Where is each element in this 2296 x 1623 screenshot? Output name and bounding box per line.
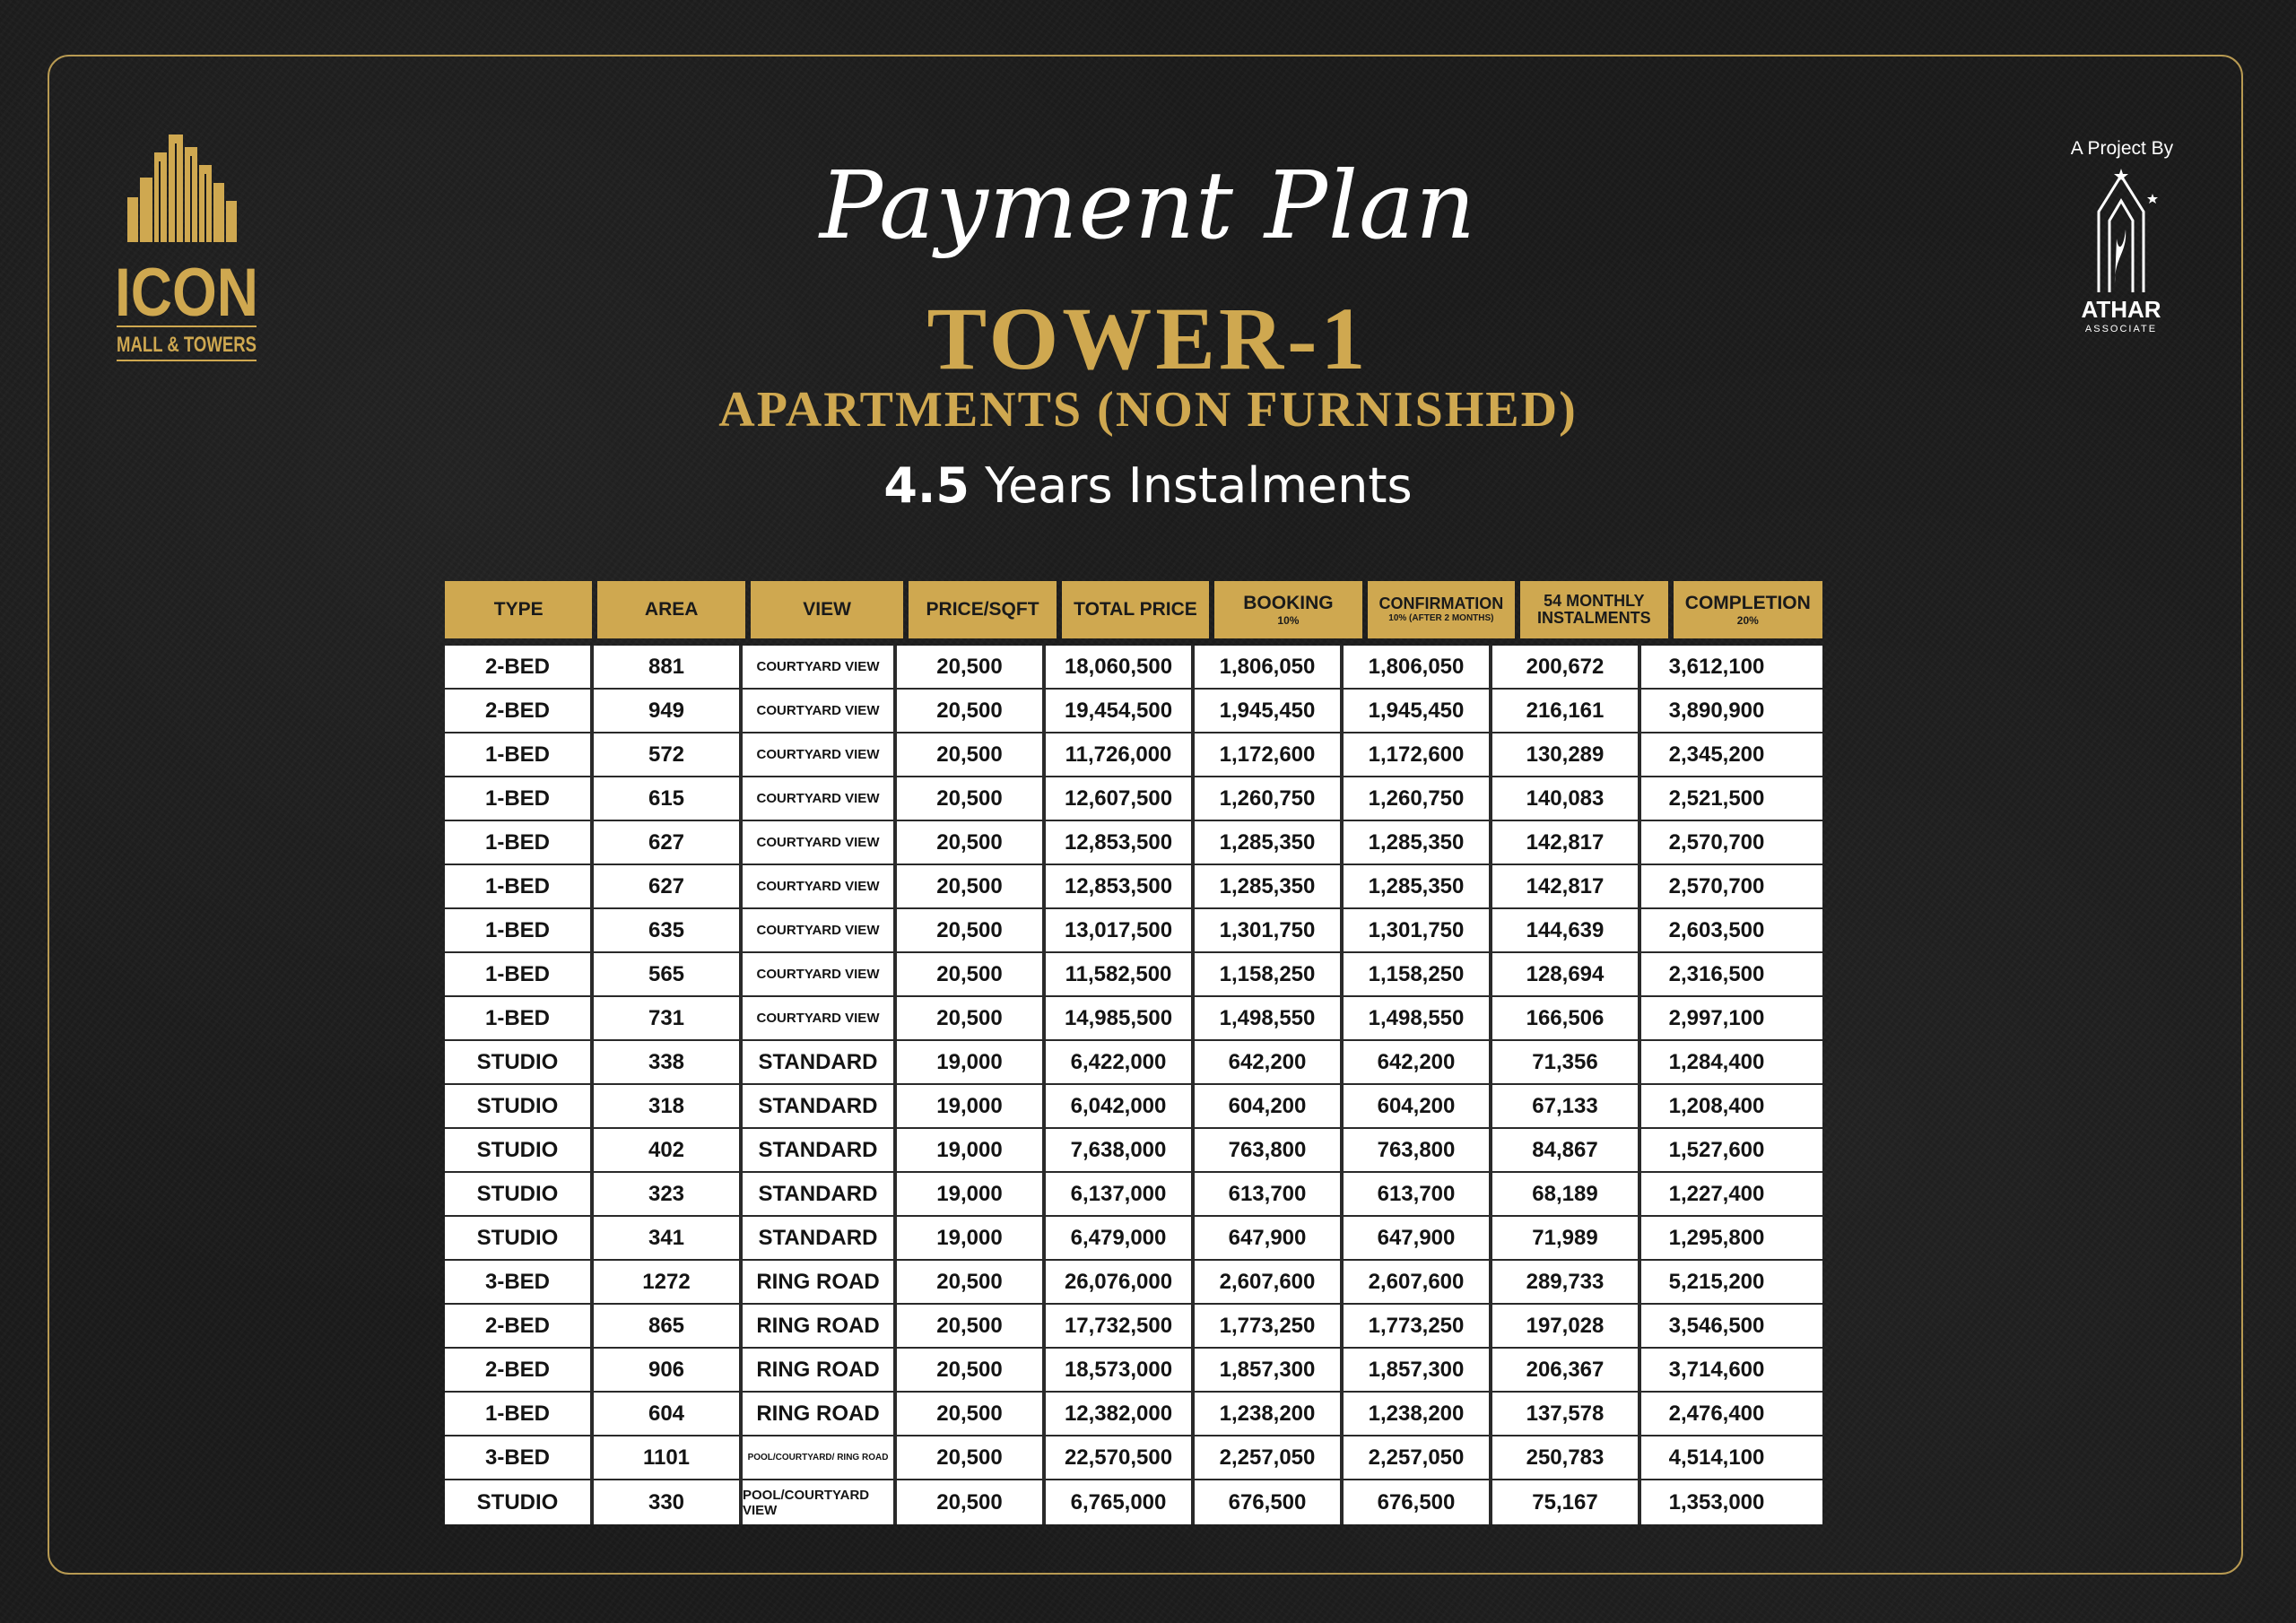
- table-header: [445, 581, 1822, 638]
- table-cell: 144,639: [1492, 909, 1641, 951]
- table-cell: 67,133: [1492, 1085, 1641, 1127]
- table-cell: 1,857,300: [1344, 1349, 1492, 1391]
- table-cell: 1,285,350: [1344, 821, 1492, 864]
- table-cell: 865: [594, 1305, 743, 1347]
- table-cell: 2,345,200: [1668, 742, 1765, 767]
- table-cell: 289,733: [1492, 1261, 1641, 1303]
- table-cell: 20,500: [897, 690, 1046, 732]
- table-cell: 19,454,500: [1046, 690, 1195, 732]
- table-cell: 2,476,400: [1668, 1401, 1765, 1426]
- table-cell: STANDARD: [743, 1085, 897, 1127]
- years-text: Years Instalments: [969, 457, 1413, 514]
- table-cell: POOL/COURTYARD/ RING ROAD: [743, 1436, 897, 1479]
- tower-title: TOWER-1: [926, 289, 1370, 388]
- table-cell: 615: [594, 777, 743, 820]
- table-cell: 2,997,100: [1668, 1005, 1765, 1030]
- table-cell: 604: [594, 1393, 743, 1435]
- table-cell: STANDARD: [743, 1173, 897, 1215]
- table-cell: 906: [594, 1349, 743, 1391]
- column-header: [1214, 581, 1361, 638]
- table-cell: 14,985,500: [1046, 997, 1195, 1039]
- table-cell: 1-BED: [445, 909, 594, 951]
- athar-sub: ASSOCIATE: [2084, 324, 2158, 334]
- column-header-label: VIEW: [803, 598, 851, 620]
- table-cell: 6,137,000: [1046, 1173, 1195, 1215]
- table-cell: 20,500: [897, 997, 1046, 1039]
- table-cell: 1,284,400: [1668, 1049, 1765, 1074]
- table-cell: 1,285,350: [1195, 821, 1344, 864]
- table-cell: 2,607,600: [1195, 1261, 1344, 1303]
- table-cell: 1,172,600: [1344, 733, 1492, 776]
- project-by-label: A Project By: [2070, 138, 2174, 159]
- table-cell: 2,570,700: [1668, 873, 1765, 898]
- table-cell: 3,546,500: [1668, 1313, 1765, 1338]
- table-cell: 1-BED: [445, 997, 594, 1039]
- apartments-subtitle: APARTMENTS (NON FURNISHED): [718, 382, 1578, 438]
- table-cell: 1,238,200: [1344, 1393, 1492, 1435]
- table-row: [445, 733, 1822, 777]
- table-cell: 20,500: [897, 1393, 1046, 1435]
- table-row: [445, 821, 1822, 865]
- table-cell: 11,726,000: [1046, 733, 1195, 776]
- table-cell: 7,638,000: [1046, 1129, 1195, 1171]
- table-cell: 613,700: [1344, 1173, 1492, 1215]
- table-cell: 13,017,500: [1046, 909, 1195, 951]
- table-cell: 4,514,100: [1668, 1445, 1765, 1470]
- column-header-label: TYPE: [493, 598, 544, 620]
- table-row: [445, 1480, 1822, 1524]
- table-cell: 1-BED: [445, 1393, 594, 1435]
- column-header: [751, 581, 903, 638]
- table-cell: 1,172,600: [1195, 733, 1344, 776]
- table-row: [445, 777, 1822, 821]
- table-cell: 1,208,400: [1668, 1093, 1765, 1118]
- table-cell: 1,285,350: [1344, 865, 1492, 907]
- table-cell: 142,817: [1492, 821, 1641, 864]
- table-cell: 1,158,250: [1195, 953, 1344, 995]
- table-cell: 20,500: [897, 1436, 1046, 1479]
- column-header-label: 54 MONTHLY INSTALMENTS: [1537, 592, 1651, 627]
- table-cell: 763,800: [1344, 1129, 1492, 1171]
- table-cell: RING ROAD: [743, 1393, 897, 1435]
- table-row: [445, 1436, 1822, 1480]
- table-cell: 1,498,550: [1344, 997, 1492, 1039]
- column-header-label: COMPLETION: [1684, 592, 1811, 613]
- table-cell: 11,582,500: [1046, 953, 1195, 995]
- table-cell: 128,694: [1492, 953, 1641, 995]
- column-header-sublabel: 10% (AFTER 2 MONTHS): [1388, 613, 1494, 624]
- table-cell: 20,500: [897, 777, 1046, 820]
- table-cell: 130,289: [1492, 733, 1641, 776]
- table-cell: 604,200: [1344, 1085, 1492, 1127]
- table-cell: COURTYARD VIEW: [743, 646, 897, 688]
- table-cell: 341: [594, 1217, 743, 1259]
- table-cell: 1,227,400: [1668, 1181, 1765, 1206]
- table-cell: 20,500: [897, 646, 1046, 688]
- table-cell: 19,000: [897, 1173, 1046, 1215]
- table-cell: 1,295,800: [1668, 1225, 1765, 1250]
- table-cell: COURTYARD VIEW: [743, 777, 897, 820]
- table-cell: 84,867: [1492, 1129, 1641, 1171]
- table-cell: 20,500: [897, 1305, 1046, 1347]
- table-cell: 635: [594, 909, 743, 951]
- table-cell: 1,158,250: [1344, 953, 1492, 995]
- column-header-label: CONFIRMATION: [1378, 595, 1504, 613]
- table-cell: STUDIO: [445, 1085, 594, 1127]
- table-cell: 2-BED: [445, 690, 594, 732]
- table-cell: 6,479,000: [1046, 1217, 1195, 1259]
- table-cell: 71,989: [1492, 1217, 1641, 1259]
- table-cell: 1272: [594, 1261, 743, 1303]
- table-cell: 20,500: [897, 733, 1046, 776]
- table-cell: 1,857,300: [1195, 1349, 1344, 1391]
- table-row: [445, 1129, 1822, 1173]
- table-cell: 1,260,750: [1195, 777, 1344, 820]
- table-cell: 2,603,500: [1668, 917, 1765, 942]
- table-cell: 142,817: [1492, 865, 1641, 907]
- table-cell: 949: [594, 690, 743, 732]
- table-cell: 2,316,500: [1668, 961, 1765, 986]
- table-cell: 2,521,500: [1668, 785, 1765, 811]
- page-title-script: Payment Plan: [819, 151, 1477, 260]
- table-cell: 5,215,200: [1668, 1269, 1765, 1294]
- table-cell: 20,500: [897, 821, 1046, 864]
- table-cell: 2,570,700: [1668, 829, 1765, 855]
- column-header: [1368, 581, 1515, 638]
- table-cell: 642,200: [1344, 1041, 1492, 1083]
- table-cell: 1,773,250: [1195, 1305, 1344, 1347]
- table-cell: 1,527,600: [1668, 1137, 1765, 1162]
- table-cell: 323: [594, 1173, 743, 1215]
- table-body: [445, 646, 1822, 1524]
- table-cell: 318: [594, 1085, 743, 1127]
- table-cell: 17,732,500: [1046, 1305, 1195, 1347]
- table-cell: 1,806,050: [1195, 646, 1344, 688]
- table-cell: 647,900: [1344, 1217, 1492, 1259]
- table-cell: 1,945,450: [1195, 690, 1344, 732]
- table-cell: 12,853,500: [1046, 865, 1195, 907]
- table-cell: 1,238,200: [1195, 1393, 1344, 1435]
- table-cell: 20,500: [897, 1261, 1046, 1303]
- table-cell: 613,700: [1195, 1173, 1344, 1215]
- table-row: [445, 1085, 1822, 1129]
- instalment-duration: [0, 457, 2296, 514]
- column-header: [1062, 581, 1209, 638]
- table-cell: 12,853,500: [1046, 821, 1195, 864]
- table-cell: COURTYARD VIEW: [743, 821, 897, 864]
- table-row: [445, 1349, 1822, 1393]
- logo-main-text: ICON: [115, 255, 258, 331]
- table-cell: 20,500: [897, 1349, 1046, 1391]
- table-cell: COURTYARD VIEW: [743, 733, 897, 776]
- table-cell: STUDIO: [445, 1173, 594, 1215]
- table-cell: 12,607,500: [1046, 777, 1195, 820]
- table-cell: 676,500: [1344, 1480, 1492, 1524]
- column-header-label: TOTAL PRICE: [1074, 598, 1197, 620]
- table-cell: 68,189: [1492, 1173, 1641, 1215]
- table-cell: 1,260,750: [1344, 777, 1492, 820]
- table-cell: 338: [594, 1041, 743, 1083]
- column-header-label: PRICE/SQFT: [926, 598, 1039, 620]
- table-cell: 2,257,050: [1195, 1436, 1344, 1479]
- table-cell: 627: [594, 865, 743, 907]
- table-cell: 3-BED: [445, 1436, 594, 1479]
- table-row: [445, 909, 1822, 953]
- table-cell: 197,028: [1492, 1305, 1641, 1347]
- table-cell: STANDARD: [743, 1129, 897, 1171]
- table-cell: 330: [594, 1480, 743, 1524]
- table-cell: 20,500: [897, 953, 1046, 995]
- table-cell: 26,076,000: [1046, 1261, 1195, 1303]
- table-cell: RING ROAD: [743, 1261, 897, 1303]
- table-cell: 1,301,750: [1344, 909, 1492, 951]
- table-cell: COURTYARD VIEW: [743, 953, 897, 995]
- table-cell: 2-BED: [445, 1349, 594, 1391]
- table-cell: RING ROAD: [743, 1349, 897, 1391]
- column-header: [1674, 581, 1822, 638]
- table-cell: 642,200: [1195, 1041, 1344, 1083]
- table-cell: 250,783: [1492, 1436, 1641, 1479]
- table-cell: 19,000: [897, 1129, 1046, 1171]
- table-cell: 206,367: [1492, 1349, 1641, 1391]
- table-cell: 12,382,000: [1046, 1393, 1195, 1435]
- table-cell: 565: [594, 953, 743, 995]
- table-cell: COURTYARD VIEW: [743, 909, 897, 951]
- table-cell: STANDARD: [743, 1217, 897, 1259]
- table-cell: COURTYARD VIEW: [743, 690, 897, 732]
- logo-sub-text: MALL & TOWERS: [117, 333, 257, 357]
- table-cell: 200,672: [1492, 646, 1641, 688]
- table-cell: 71,356: [1492, 1041, 1641, 1083]
- column-header-label: BOOKING: [1243, 592, 1334, 613]
- table-cell: 2,607,600: [1344, 1261, 1492, 1303]
- table-cell: 20,500: [897, 909, 1046, 951]
- table-cell: 1-BED: [445, 733, 594, 776]
- table-cell: 676,500: [1195, 1480, 1344, 1524]
- table-cell: 6,422,000: [1046, 1041, 1195, 1083]
- table-cell: 137,578: [1492, 1393, 1641, 1435]
- table-cell: 6,042,000: [1046, 1085, 1195, 1127]
- column-header: [597, 581, 744, 638]
- table-cell: 1-BED: [445, 865, 594, 907]
- table-cell: 216,161: [1492, 690, 1641, 732]
- table-cell: 3,714,600: [1668, 1357, 1765, 1382]
- table-cell: RING ROAD: [743, 1305, 897, 1347]
- table-cell: 731: [594, 997, 743, 1039]
- table-row: [445, 1393, 1822, 1436]
- table-cell: 3,612,100: [1668, 654, 1765, 679]
- table-cell: 604,200: [1195, 1085, 1344, 1127]
- table-cell: 1,285,350: [1195, 865, 1344, 907]
- table-cell: 18,060,500: [1046, 646, 1195, 688]
- years-number: 4.5: [883, 457, 970, 514]
- table-cell: 627: [594, 821, 743, 864]
- table-cell: 19,000: [897, 1041, 1046, 1083]
- table-row: [445, 997, 1822, 1041]
- table-cell: 763,800: [1195, 1129, 1344, 1171]
- table-cell: 1,773,250: [1344, 1305, 1492, 1347]
- column-header-sublabel: 10%: [1277, 613, 1300, 627]
- table-cell: 3-BED: [445, 1261, 594, 1303]
- table-cell: 1,353,000: [1668, 1489, 1765, 1515]
- table-row: [445, 865, 1822, 909]
- table-cell: COURTYARD VIEW: [743, 865, 897, 907]
- table-cell: 1-BED: [445, 821, 594, 864]
- table-cell: 20,500: [897, 1480, 1046, 1524]
- table-cell: 1,806,050: [1344, 646, 1492, 688]
- table-cell: 1,301,750: [1195, 909, 1344, 951]
- table-cell: 19,000: [897, 1085, 1046, 1127]
- table-row: [445, 1305, 1822, 1349]
- athar-name: ATHAR: [2081, 296, 2161, 323]
- table-cell: 18,573,000: [1046, 1349, 1195, 1391]
- table-row: [445, 690, 1822, 733]
- table-cell: 1,945,450: [1344, 690, 1492, 732]
- table-cell: 647,900: [1195, 1217, 1344, 1259]
- table-cell: STANDARD: [743, 1041, 897, 1083]
- table-row: [445, 646, 1822, 690]
- table-cell: 20,500: [897, 865, 1046, 907]
- table-cell: 22,570,500: [1046, 1436, 1195, 1479]
- table-cell: STUDIO: [445, 1480, 594, 1524]
- table-row: [445, 1041, 1822, 1085]
- column-header: [445, 581, 592, 638]
- table-cell: STUDIO: [445, 1041, 594, 1083]
- table-cell: 140,083: [1492, 777, 1641, 820]
- column-header: [909, 581, 1056, 638]
- table-cell: 19,000: [897, 1217, 1046, 1259]
- table-cell: 881: [594, 646, 743, 688]
- table-cell: 2-BED: [445, 1305, 594, 1347]
- payment-plan-table: [445, 581, 1822, 1524]
- table-row: [445, 1217, 1822, 1261]
- table-cell: 572: [594, 733, 743, 776]
- table-cell: 1,498,550: [1195, 997, 1344, 1039]
- table-cell: POOL/COURTYARD VIEW: [743, 1480, 897, 1524]
- table-cell: 166,506: [1492, 997, 1641, 1039]
- table-cell: 6,765,000: [1046, 1480, 1195, 1524]
- table-cell: 1-BED: [445, 953, 594, 995]
- table-cell: 75,167: [1492, 1480, 1641, 1524]
- table-cell: 3,890,900: [1668, 698, 1765, 723]
- table-row: [445, 1261, 1822, 1305]
- table-cell: 2-BED: [445, 646, 594, 688]
- table-cell: STUDIO: [445, 1129, 594, 1171]
- table-cell: 402: [594, 1129, 743, 1171]
- column-header: [1520, 581, 1667, 638]
- table-cell: STUDIO: [445, 1217, 594, 1259]
- table-row: [445, 1173, 1822, 1217]
- table-row: [445, 953, 1822, 997]
- table-cell: 2,257,050: [1344, 1436, 1492, 1479]
- column-header-sublabel: 20%: [1736, 613, 1759, 627]
- table-cell: 1-BED: [445, 777, 594, 820]
- table-cell: 1101: [594, 1436, 743, 1479]
- table-cell: COURTYARD VIEW: [743, 997, 897, 1039]
- column-header-label: AREA: [644, 598, 699, 620]
